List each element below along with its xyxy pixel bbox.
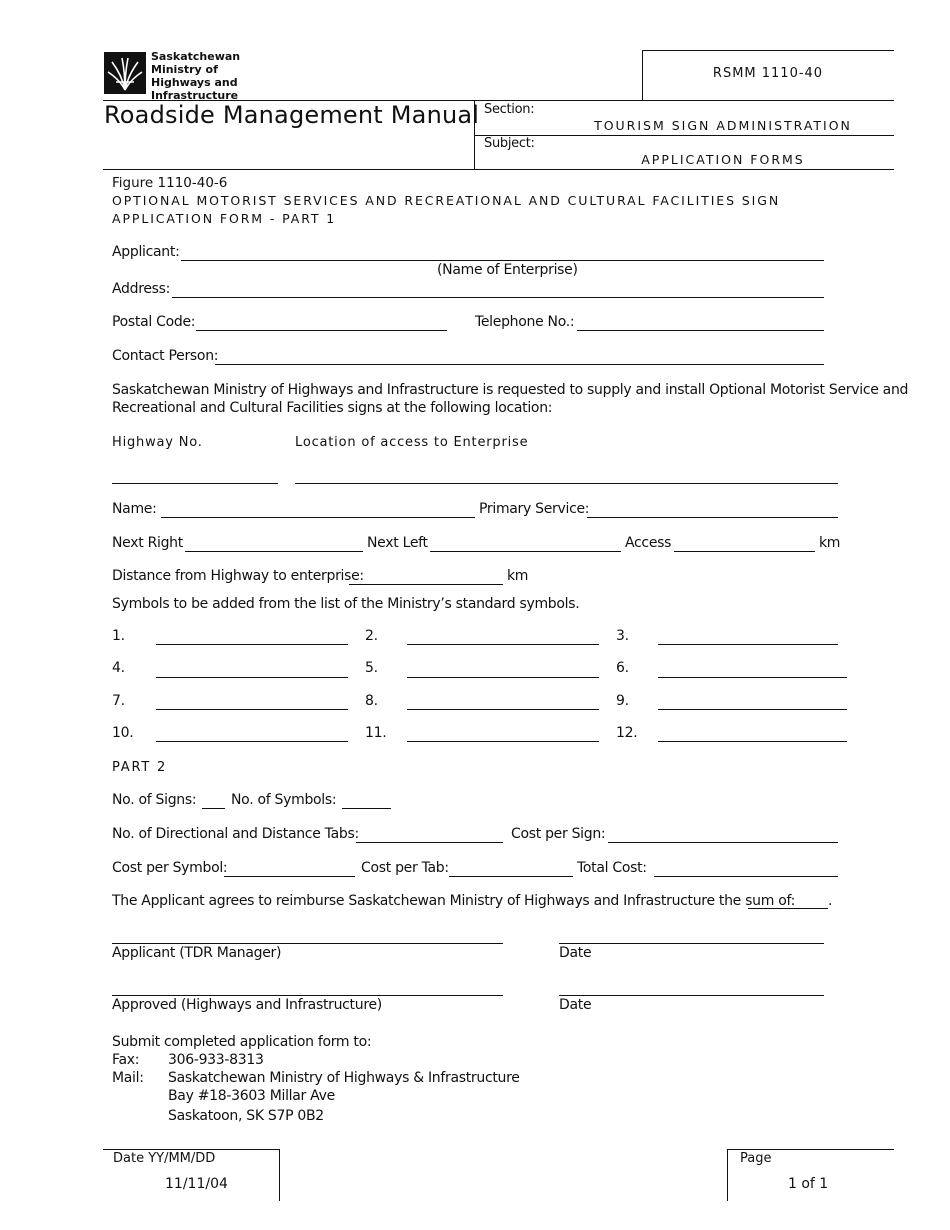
symbol-number: 6. xyxy=(616,660,629,676)
logo-line-2: Ministry of xyxy=(151,63,218,76)
symbol-number: 3. xyxy=(616,628,629,644)
figure-title-line-2: APPLICATION FORM - PART 1 xyxy=(112,211,337,226)
cost-per-symbol-field[interactable] xyxy=(224,876,355,877)
next-right-label: Next Right xyxy=(112,535,183,551)
approved-signature-label: Approved (Highways and Infrastructure) xyxy=(112,997,382,1013)
symbols-note: Symbols to be added from the list of the Ministry’s standard symbols. xyxy=(112,596,580,612)
location-access-field[interactable] xyxy=(295,483,838,484)
subject-label: Subject: xyxy=(484,136,535,151)
document-code: RSMM 1110-40 xyxy=(712,66,824,81)
mail-line-3: Saskatoon, SK S7P 0B2 xyxy=(168,1108,324,1124)
symbol-field[interactable] xyxy=(407,741,599,742)
symbol-field[interactable] xyxy=(156,677,348,678)
wheat-sheaf-icon xyxy=(104,52,146,94)
logo-line-4: Infrastructure xyxy=(151,89,239,102)
primary-service-field[interactable] xyxy=(587,517,838,518)
applicant-signature-label: Applicant (TDR Manager) xyxy=(112,945,282,961)
section-label: Section: xyxy=(484,102,535,117)
applicant-date-field[interactable] xyxy=(559,943,824,944)
no-tabs-field[interactable] xyxy=(356,842,503,843)
location-access-label: Location of access to Enterprise xyxy=(295,435,529,450)
telephone-field[interactable] xyxy=(577,330,824,331)
fax-label: Fax: xyxy=(112,1052,140,1068)
agreement-text: The Applicant agrees to reimburse Saskatchewan Ministry of Highways and Infrastructure the sum of: xyxy=(112,893,796,909)
symbol-number: 5. xyxy=(365,660,378,676)
agreement-period: . xyxy=(828,893,833,909)
section-value: TOURISM SIGN ADMINISTRATION xyxy=(594,118,852,133)
subject-value: APPLICATION FORMS xyxy=(641,152,805,167)
no-signs-label: No. of Signs: xyxy=(112,792,197,808)
reimburse-sum-field[interactable] xyxy=(748,908,828,909)
distance-label: Distance from Highway to enterprise: xyxy=(112,568,364,584)
part-2-heading: PART 2 xyxy=(112,760,168,775)
symbol-number: 7. xyxy=(112,693,125,709)
symbol-number: 11. xyxy=(365,725,387,741)
footer-date-label: Date YY/MM/DD xyxy=(113,1151,216,1166)
footer-page-value: 1 of 1 xyxy=(788,1176,829,1192)
symbol-number: 8. xyxy=(365,693,378,709)
postal-code-label: Postal Code: xyxy=(112,314,196,330)
applicant-date-label: Date xyxy=(559,945,592,961)
telephone-label: Telephone No.: xyxy=(475,314,575,330)
request-line-2: Recreational and Cultural Facilities signs at the following location: xyxy=(112,400,553,416)
mail-line-2: Bay #18-3603 Millar Ave xyxy=(168,1088,335,1104)
symbol-field[interactable] xyxy=(658,709,847,710)
symbol-field[interactable] xyxy=(156,709,348,710)
cost-per-symbol-label: Cost per Symbol: xyxy=(112,860,228,876)
next-left-field[interactable] xyxy=(430,551,621,552)
access-field[interactable] xyxy=(674,551,815,552)
manual-title: Roadside Management Manual xyxy=(104,101,480,129)
name-field[interactable] xyxy=(161,517,475,518)
cost-per-sign-field[interactable] xyxy=(608,842,838,843)
symbol-number: 1. xyxy=(112,628,125,644)
symbol-number: 4. xyxy=(112,660,125,676)
applicant-signature-field[interactable] xyxy=(112,943,503,944)
contact-person-field[interactable] xyxy=(215,364,824,365)
symbol-field[interactable] xyxy=(658,741,847,742)
symbol-field[interactable] xyxy=(156,741,348,742)
contact-person-label: Contact Person: xyxy=(112,348,219,364)
symbol-field[interactable] xyxy=(658,677,847,678)
request-line-1: Saskatchewan Ministry of Highways and Infrastructure is requested to supply and install Optional Motorist Service and xyxy=(112,382,909,398)
no-signs-field[interactable] xyxy=(202,808,225,809)
symbol-field[interactable] xyxy=(407,644,599,645)
distance-km-unit: km xyxy=(507,568,529,584)
fax-number: 306-933-8313 xyxy=(168,1052,264,1068)
postal-code-field[interactable] xyxy=(196,330,447,331)
address-label: Address: xyxy=(112,281,171,297)
mail-label: Mail: xyxy=(112,1070,144,1086)
applicant-field[interactable] xyxy=(181,260,824,261)
symbol-number: 10. xyxy=(112,725,134,741)
applicant-label: Applicant: xyxy=(112,244,180,260)
primary-service-label: Primary Service: xyxy=(479,501,590,517)
symbol-field[interactable] xyxy=(156,644,348,645)
highway-no-label: Highway No. xyxy=(112,435,203,450)
figure-number: Figure 1110-40-6 xyxy=(112,175,228,191)
address-field[interactable] xyxy=(172,297,824,298)
logo-line-3: Highways and xyxy=(151,76,238,89)
footer-page-label: Page xyxy=(740,1151,772,1166)
highway-no-field[interactable] xyxy=(112,483,278,484)
footer-date-value: 11/11/04 xyxy=(165,1176,228,1192)
symbol-field[interactable] xyxy=(407,677,599,678)
access-km-unit: km xyxy=(819,535,841,551)
approved-date-field[interactable] xyxy=(559,995,824,996)
symbol-number: 12. xyxy=(616,725,638,741)
total-cost-field[interactable] xyxy=(654,876,838,877)
name-label: Name: xyxy=(112,501,157,517)
symbol-field[interactable] xyxy=(658,644,838,645)
logo-line-1: Saskatchewan xyxy=(151,50,241,63)
symbol-field[interactable] xyxy=(407,709,599,710)
approved-signature-field[interactable] xyxy=(112,995,503,996)
no-tabs-label: No. of Directional and Distance Tabs: xyxy=(112,826,359,842)
no-symbols-label: No. of Symbols: xyxy=(231,792,337,808)
symbol-number: 9. xyxy=(616,693,629,709)
cost-per-tab-field[interactable] xyxy=(449,876,573,877)
figure-title-line-1: OPTIONAL MOTORIST SERVICES AND RECREATIONAL AND CULTURAL FACILITIES SIGN xyxy=(112,193,781,208)
next-left-label: Next Left xyxy=(367,535,428,551)
no-symbols-field[interactable] xyxy=(342,808,391,809)
name-of-enterprise-caption: (Name of Enterprise) xyxy=(437,262,578,278)
mail-line-1: Saskatchewan Ministry of Highways & Infrastructure xyxy=(168,1070,520,1086)
distance-field[interactable] xyxy=(349,584,503,585)
cost-per-tab-label: Cost per Tab: xyxy=(361,860,449,876)
symbol-number: 2. xyxy=(365,628,378,644)
cost-per-sign-label: Cost per Sign: xyxy=(511,826,606,842)
total-cost-label: Total Cost: xyxy=(577,860,647,876)
access-label: Access xyxy=(625,535,672,551)
approved-date-label: Date xyxy=(559,997,592,1013)
submit-heading: Submit completed application form to: xyxy=(112,1034,372,1050)
next-right-field[interactable] xyxy=(185,551,363,552)
